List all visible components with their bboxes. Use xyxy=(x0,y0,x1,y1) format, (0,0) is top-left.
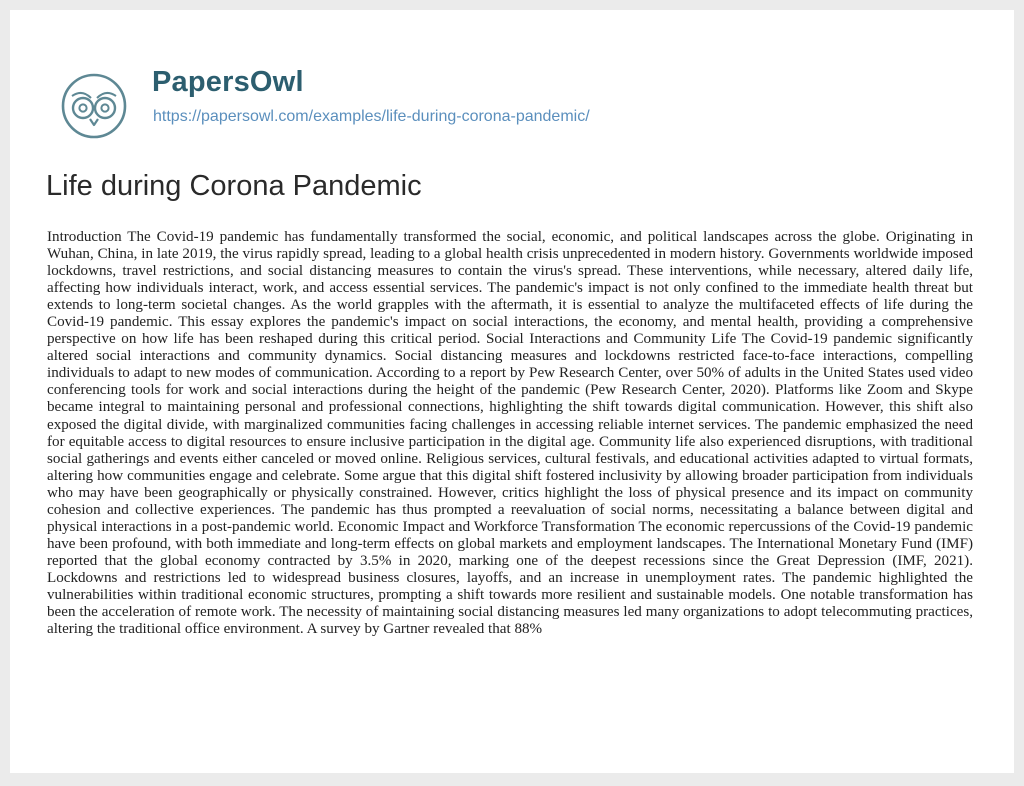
page-title: Life during Corona Pandemic xyxy=(46,170,422,202)
owl-logo-icon xyxy=(60,72,128,140)
essay-body-text: Introduction The Covid-19 pandemic has fundamentally transformed the social, economic, and political landscapes across the globe. Originating in Wuhan, China, in late 2019, the virus rapidly spread, leading to a global health crisis unprecedented in modern history. Governments worldwide imposed lockdowns, travel restrictions, and social distancing measures to contain the virus's spread. These interventions, while necessary, altered daily life, affecting how individuals interact, work, and access essential services. The pandemic's impact is not only confined to the immediate health threat but extends to long-term societal changes. As the world grapples with the aftermath, it is essential to analyze the multifaceted effects of life during the Covid-19 pandemic. This essay explores the pandemic's impact on social interactions, the economy, and mental health, providing a comprehensive perspective on how life has been reshaped during this critical period. Social Interactions and Community Life The Covid-19 pandemic significantly altered social interactions and community dynamics. Social distancing measures and lockdowns restricted face-to-face interactions, compelling individuals to adapt to new modes of communication. According to a report by Pew Research Center, over 50% of adults in the United States used video conferencing tools for work and social interactions during the height of the pandemic (Pew Research Center, 2020). Platforms like Zoom and Skype became integral to maintaining personal and professional connections, highlighting the shift towards digital communication. However, this shift also exposed the digital divide, with marginalized communities facing challenges in accessing reliable internet services. The pandemic emphasized the need for equitable access to digital resources to ensure inclusive participation in the digital age. Community life also experienced disruptions, with traditional social gatherings and events either canceled or moved online. Religious services, cultural festivals, and educational activities adapted to virtual formats, altering how communities engage and celebrate. Some argue that this digital shift fostered inclusivity by allowing broader participation from individuals who may have been geographically or physically constrained. However, critics highlight the loss of physical presence and its impact on community cohesion and collective experiences. The pandemic has thus prompted a reevaluation of social norms, necessitating a balance between digital and physical interactions in a post-pandemic world. Economic Impact and Workforce Transformation The economic repercussions of the Covid-19 pandemic have been profound, with both immediate and long-term effects on global markets and employment landscapes. The International Monetary Fund (IMF) reported that the global economy contracted by 3.5% in 2020, marking one of the deepest recessions since the Great Depression (IMF, 2021). Lockdowns and restrictions led to widespread business closures, layoffs, and an increase in unemployment rates. The pandemic highlighted the vulnerabilities within traditional economic structures, prompting a shift towards more resilient and sustainable models. One notable transformation has been the acceleration of remote work. The necessity of maintaining social distancing measures led many organizations to adopt telecommuting practices, altering the traditional office environment. A survey by Gartner revealed that 88% xyxy=(47,229,973,638)
source-url-link[interactable]: https://papersowl.com/examples/life-during-corona-pandemic/ xyxy=(153,108,590,125)
document-page xyxy=(10,10,1014,773)
site-header xyxy=(50,62,950,152)
brand-name: PapersOwl xyxy=(152,66,304,98)
